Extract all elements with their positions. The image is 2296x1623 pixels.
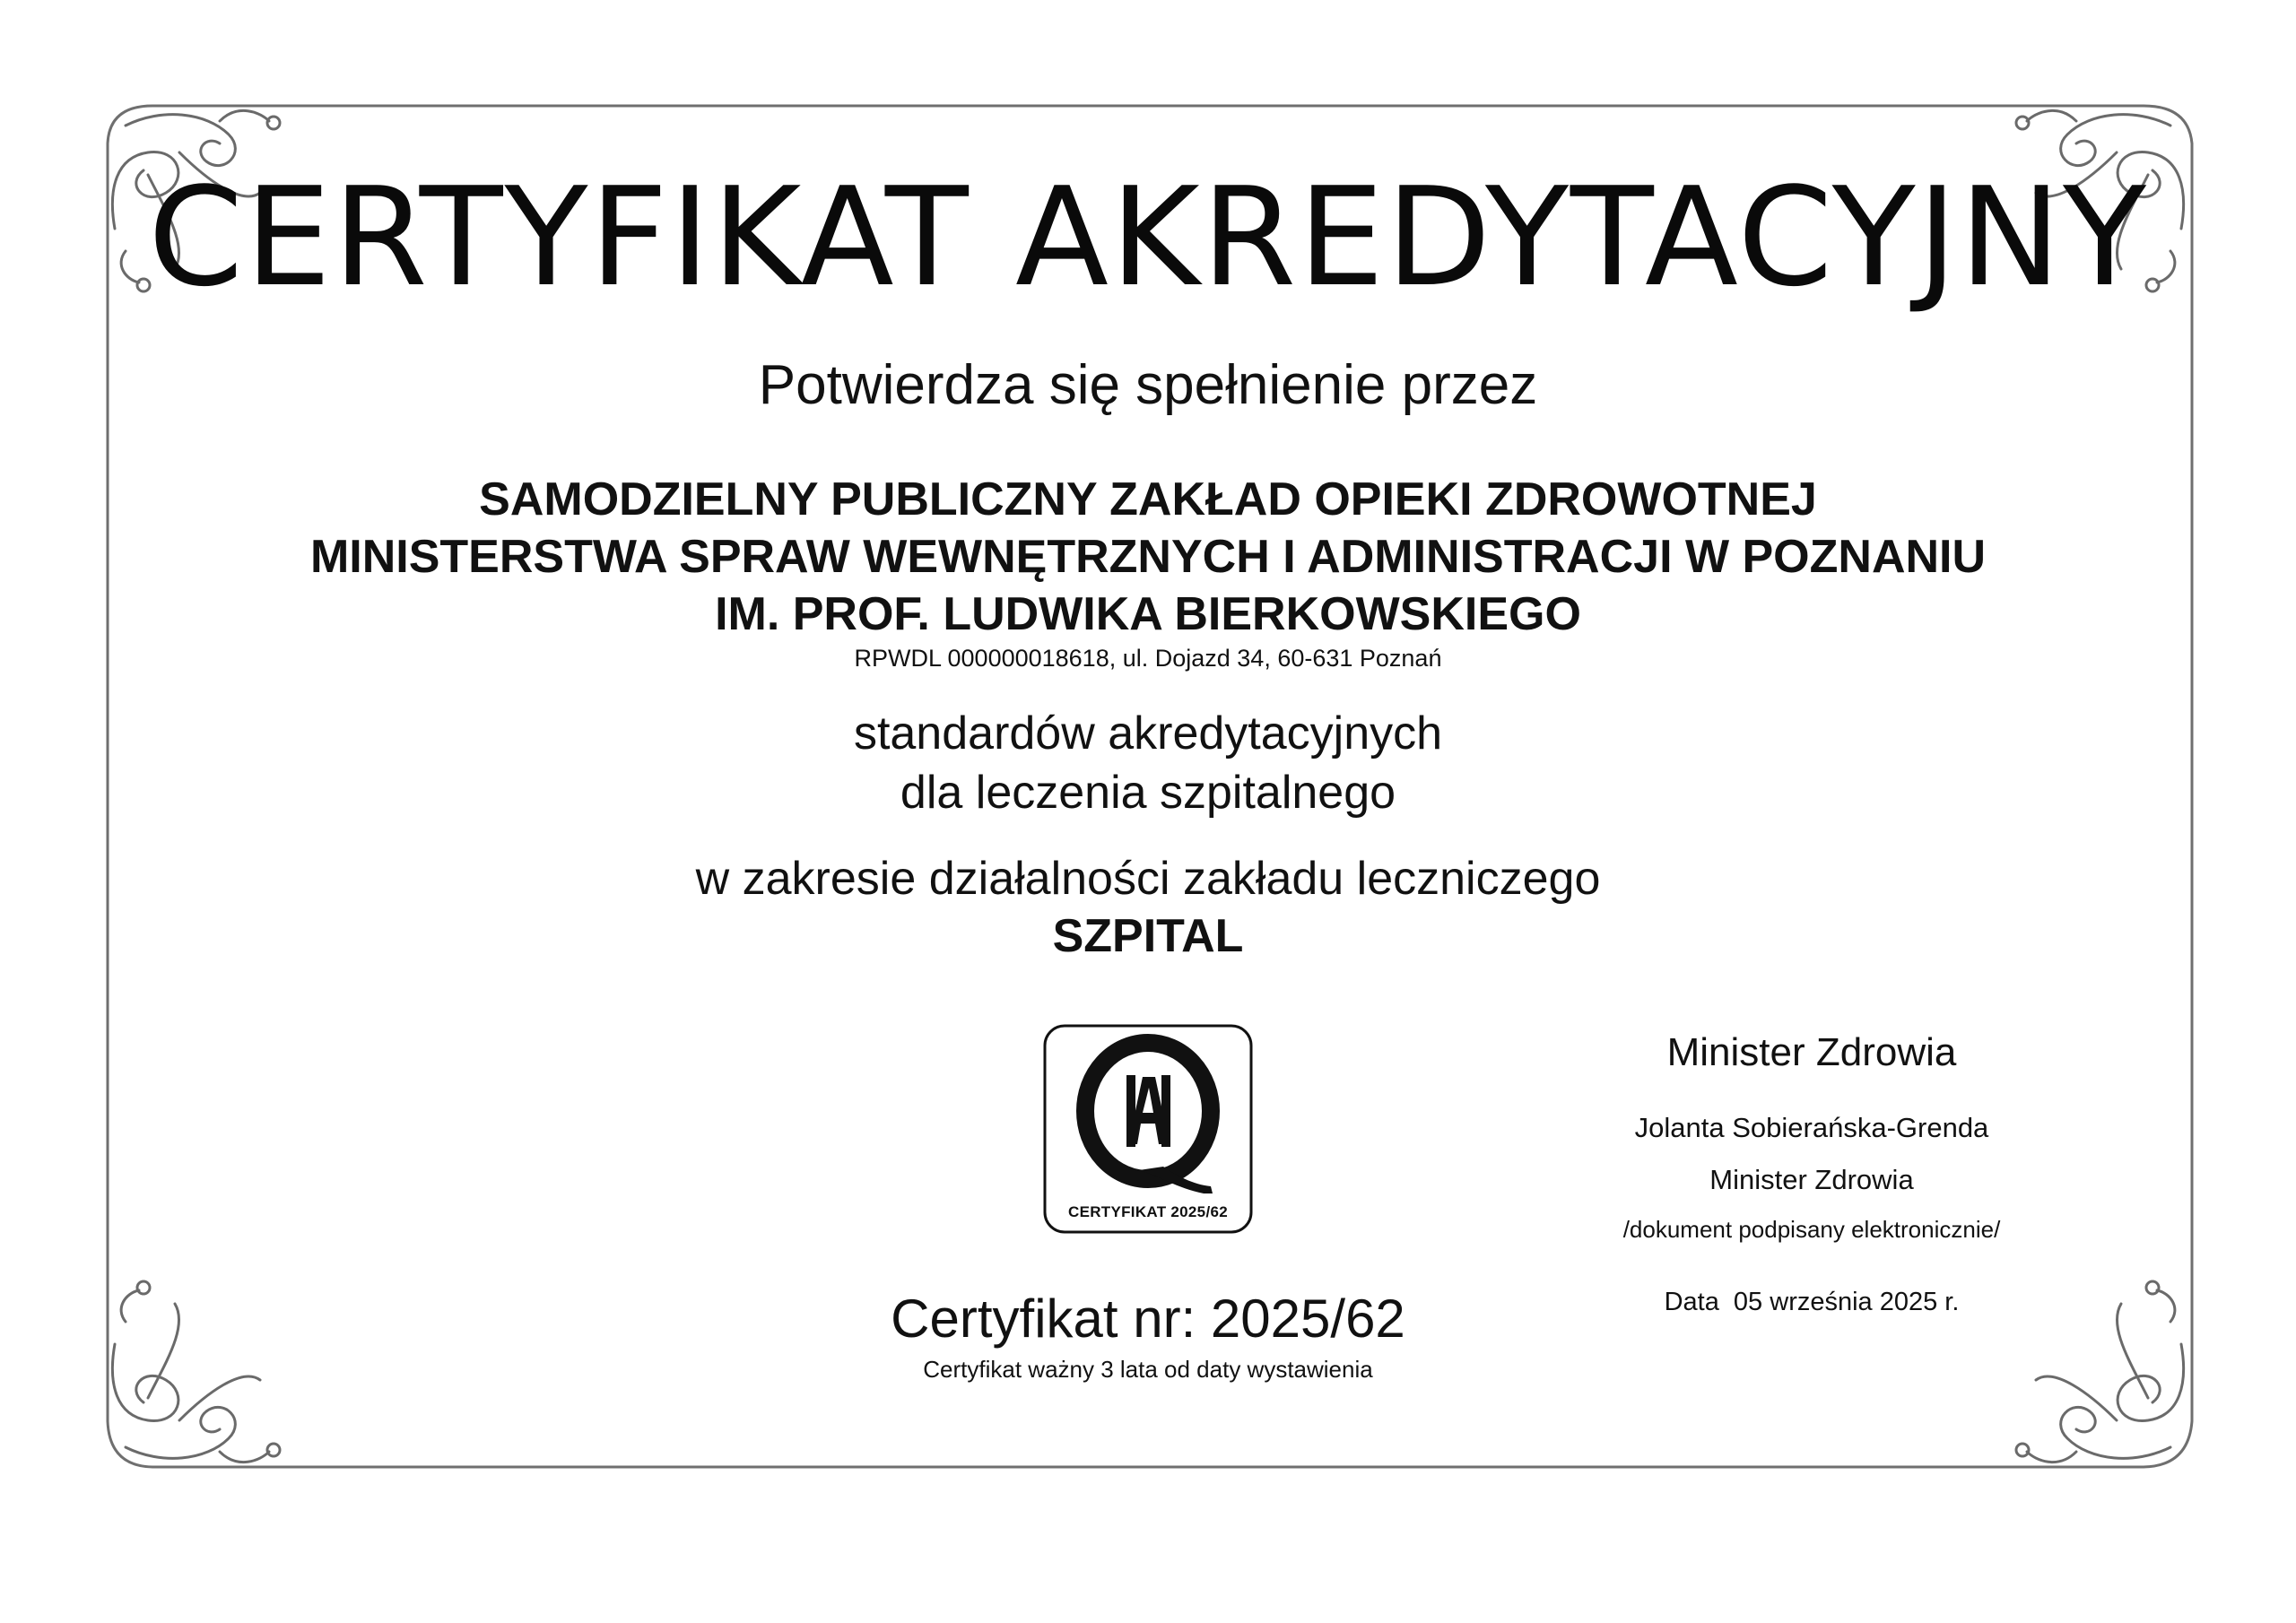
organization-name-line2: MINISTERSTWA SPRAW WEWNĘTRZNYCH I ADMINISTRACJI W POZNANIU	[309, 531, 1987, 583]
flourish-bottom-left	[112, 1281, 280, 1462]
standards-line2: dla leczenia szpitalnego	[900, 767, 1396, 819]
certificate-subtitle: Potwierdza się spełnienie przez	[758, 354, 1538, 416]
organization-address: RPWDL 000000018618, ul. Dojazd 34, 60-631 Poznań	[854, 645, 1442, 672]
organization-name-line3: IM. PROF. LUDWIKA BIERKOWSKIEGO	[715, 588, 1581, 640]
scope-text: w zakresie działalności zakładu leczniczego	[695, 853, 1601, 905]
scope-type: SZPITAL	[1052, 910, 1244, 962]
electronic-signature-note: /dokument podpisany elektronicznie/	[1622, 1216, 2001, 1243]
signer-name: Jolanta Sobierańska-Grenda	[1634, 1112, 1989, 1143]
certificate-validity: Certyfikat ważny 3 lata od daty wystawienia	[923, 1356, 1373, 1383]
issue-date: Data 05 września 2025 r.	[1664, 1288, 1960, 1316]
logo-caption: CERTYFIKAT 2025/62	[1068, 1203, 1228, 1220]
certificate-number: Certyfikat nr: 2025/62	[891, 1289, 1405, 1349]
standards-line1: standardów akredytacyjnych	[853, 707, 1443, 759]
certificate-title: CERTYFIKAT AKREDYTACYJNY	[148, 158, 2148, 317]
signer-title-heading: Minister Zdrowia	[1666, 1030, 1957, 1074]
signer-title: Minister Zdrowia	[1709, 1164, 1914, 1195]
organization-name-line1: SAMODZIELNY PUBLICZNY ZAKŁAD OPIEKI ZDROWOTNEJ	[479, 473, 1817, 525]
